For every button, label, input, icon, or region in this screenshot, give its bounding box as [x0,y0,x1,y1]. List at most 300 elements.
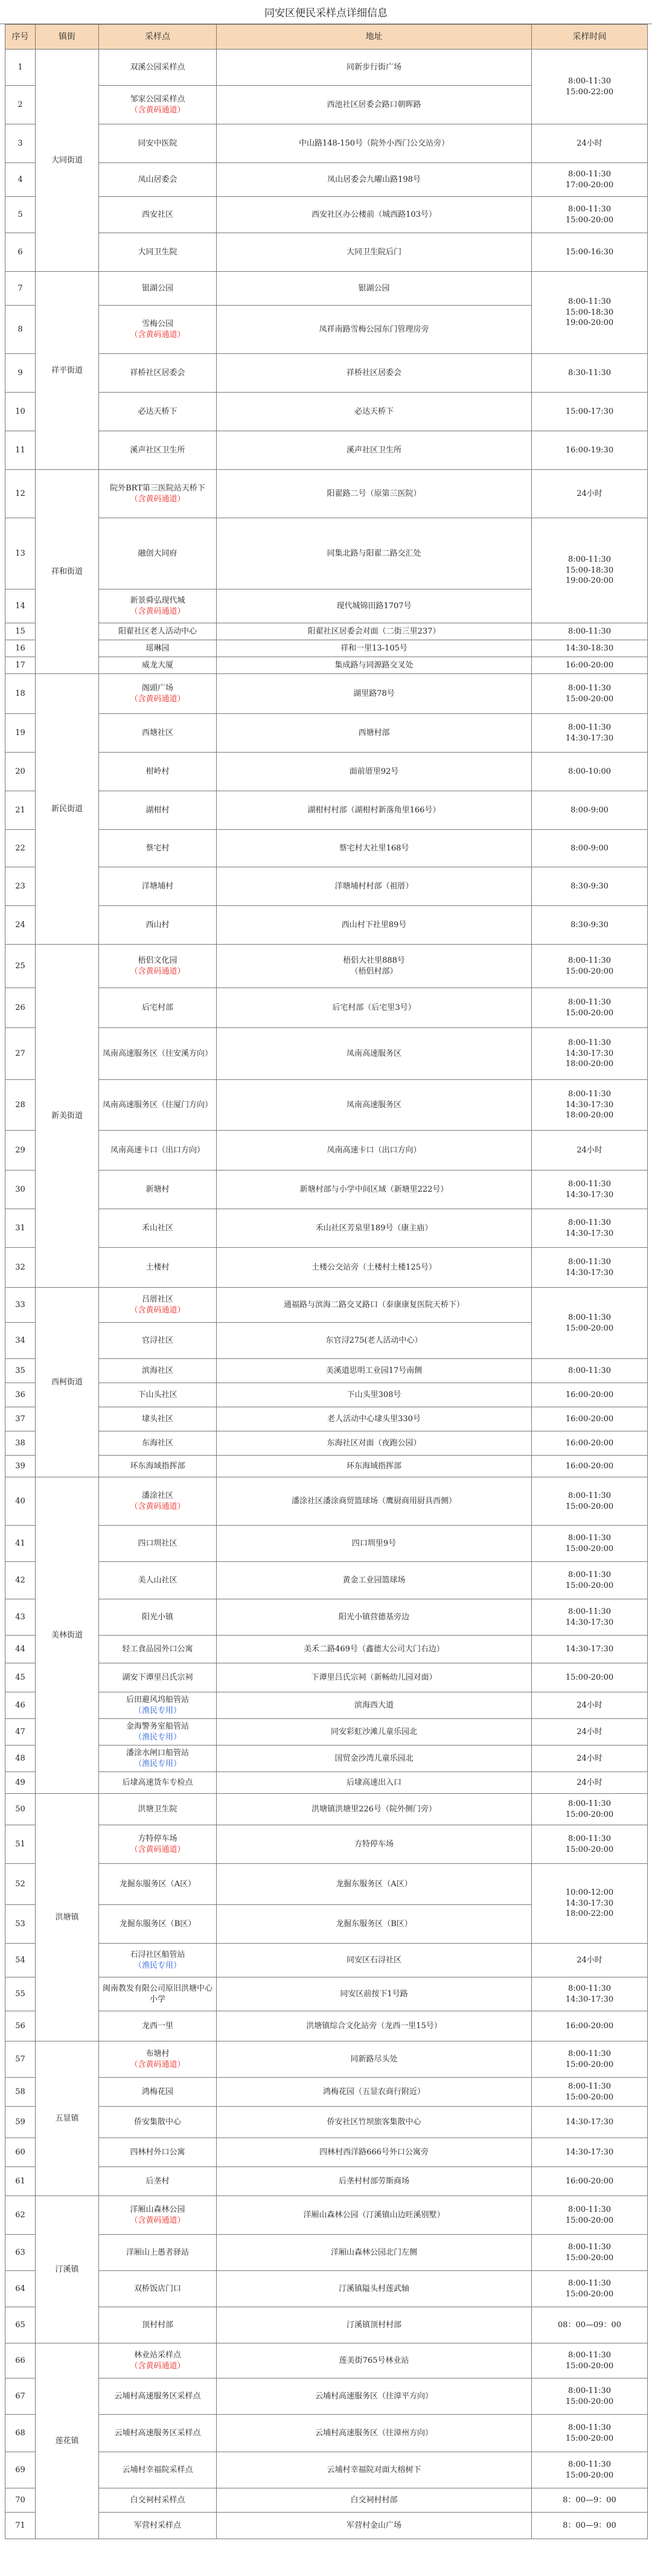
time-cell: 10:00-12:00 14:30-17:30 18:00-22:00 [532,1864,648,1944]
site-name: 白交祠村采样点 [130,2495,185,2505]
site-cell [99,1746,217,1772]
row-number: 1 [5,50,36,86]
site-cell [99,1248,217,1288]
row-number: 32 [5,1248,36,1288]
table-row [5,791,648,830]
address-cell: 集成路与同源路交叉处 [217,657,532,674]
address-cell: 下谭里吕氏宗祠（新畅幼儿园对面） [217,1663,532,1692]
time-cell: 8:00-11:30 15:00-20:00 [532,2196,648,2235]
table-row [5,830,648,867]
sampling-sites-table [5,24,648,2539]
site-name: 融创大同府 [138,548,177,558]
time-cell: 8:00-11:30 14:30-17:30 [532,1977,648,2011]
town-cell: 洪塘镇 [36,1794,99,2041]
row-number: 66 [5,2343,36,2378]
site-cell [99,272,217,306]
time-cell: 16:00-20:00 [532,657,648,674]
yellow-code-note: （含黄码通道） [130,2361,185,2371]
site-name: 蔡宅村 [145,843,170,853]
address-cell: 大同卫生院后门 [217,233,532,272]
row-number: 63 [5,2235,36,2271]
time-cell: 8:00-11:30 14:30-17:30 [532,1599,648,1636]
time-cell: 8:00-11:30 14:30-17:30 [532,1171,648,1209]
fisherman-only-note: （渔民专用） [133,1961,181,1970]
address-cell: 面前厝里92号 [217,753,532,791]
row-number: 31 [5,1209,36,1248]
table-row [5,1599,648,1636]
table-row [5,1209,648,1248]
table-row [5,2138,648,2167]
table-body [5,50,648,2539]
address-cell: 银湖公园 [217,272,532,306]
site-name: 后宅村部 [141,1003,173,1012]
site-name: 凤南高速服务区（往厦门方向） [102,1100,213,1110]
site-cell [99,2307,217,2343]
address-cell: 白交祠村村部 [217,2488,532,2513]
address-cell: 凤山居委会九曜山路198号 [217,163,532,197]
table-row [5,657,648,674]
time-cell: 8:00-11:30 14:30-17:30 [532,1248,648,1288]
site-name: 后埭高速货车专检点 [122,1778,193,1787]
site-cell [99,124,217,163]
site-cell [99,393,217,431]
row-number: 60 [5,2138,36,2167]
time-cell: 8:00-11:30 15:00-20:00 [532,2378,648,2415]
site-cell [99,906,217,945]
time-cell: 15:00-17:30 [532,393,648,431]
site-name: 院外BRT第三医院站天桥下 [110,483,205,493]
site-cell [99,2138,217,2167]
row-number: 70 [5,2488,36,2513]
row-number: 50 [5,1794,36,1825]
time-cell: 8:00-11:30 14:30-17:30 [532,714,648,753]
site-name: 云埔村幸福院采样点 [122,2465,193,2475]
table-row [5,1131,648,1171]
table-row [5,1944,648,1977]
site-cell [99,2041,217,2078]
table-row [5,1746,648,1772]
table-row [5,2011,648,2041]
site-cell [99,1477,217,1526]
site-cell [99,86,217,124]
yellow-code-note: （含黄码通道） [130,494,185,504]
address-cell: 洋厢山森林公园（汀溪镇山边旺溪别墅） [217,2196,532,2235]
address-cell: 同新步行街广场 [217,50,532,86]
address-cell: 美禾二路469号（鑫德大公司大门右边） [217,1636,532,1663]
site-name: 四林村外口公寓 [130,2147,185,2157]
row-number: 19 [5,714,36,753]
site-cell [99,431,217,470]
yellow-code-note: （含黄码通道） [130,2060,185,2069]
town-cell: 祥平街道 [36,272,99,470]
site-name: 四口圳社区 [138,1538,177,1548]
site-cell [99,2107,217,2138]
yellow-code-note: （含黄码通道） [130,1845,185,1854]
town-cell: 西柯街道 [36,1288,99,1477]
table-row [5,1080,648,1131]
table-row [5,2378,648,2415]
site-cell [99,1663,217,1692]
address-cell: 云埔村高速服务区（往漳平方向） [217,2378,532,2415]
time-cell: 14:30-18:30 [532,640,648,657]
row-number: 24 [5,906,36,945]
row-number: 71 [5,2513,36,2539]
address-cell: 四口圳里9号 [217,1526,532,1562]
yellow-code-note: （含黄码通道） [130,330,185,339]
table-row [5,2196,648,2235]
site-name: 湖安下谭里吕氏宗祠 [122,1672,193,1682]
site-cell [99,1359,217,1383]
address-cell: 云埔村幸福院对面大榕树下 [217,2452,532,2488]
time-cell: 14:30-17:30 [532,2107,648,2138]
site-name: 西安社区 [141,210,173,219]
table-row [5,470,648,518]
table-row [5,2415,648,2452]
table-row [5,867,648,906]
site-cell [99,1028,217,1080]
site-cell [99,945,217,988]
address-cell: 凤南高速服务区 [217,1028,532,1080]
address-cell: 侨安社区竹坝旅客集散中心 [217,2107,532,2138]
site-name: 埭头社区 [141,1414,173,1424]
site-cell [99,2513,217,2539]
site-name: 双桥饭店门口 [133,2284,181,2293]
time-cell: 8:00-11:30 15:00-20:00 [532,945,648,988]
table-header-row [5,25,648,50]
site-name: 林业站采样点 [133,2350,181,2360]
time-cell: 8:00-11:30 15:00-20:00 [532,1288,648,1359]
time-cell: 24小时 [532,1131,648,1171]
time-cell: 8：00—9：00 [532,2488,648,2513]
table-row [5,1772,648,1794]
time-cell: 24小时 [532,1719,648,1746]
row-number: 38 [5,1431,36,1456]
site-name: 柑岭村 [145,766,170,776]
site-cell [99,197,217,233]
site-name: 后垄村 [145,2176,170,2186]
site-cell [99,2488,217,2513]
row-number: 48 [5,1746,36,1772]
table-row [5,163,648,197]
table-row [5,2078,648,2107]
site-name: 下山头社区 [138,1390,177,1399]
row-number: 29 [5,1131,36,1171]
site-name: 云埔村高速服务区采样点 [114,2428,201,2438]
time-cell: 15:00-20:00 [532,1663,648,1692]
site-name: 大同卫生院 [138,247,177,257]
site-cell [99,623,217,640]
address-cell: 下山头里308号 [217,1383,532,1407]
site-name: 西塘社区 [141,728,173,737]
address-cell: 凤南高速服务区 [217,1080,532,1131]
row-number: 40 [5,1477,36,1526]
address-cell: 军营村金山广场 [217,2513,532,2539]
row-number: 30 [5,1171,36,1209]
row-number: 65 [5,2307,36,2343]
site-name: 洪塘卫生院 [138,1804,177,1814]
site-cell [99,2078,217,2107]
address-cell: 祥和一里13-105号 [217,640,532,657]
site-name: 闽南教发有限公司原旧洪塘中心小学 [102,1983,213,2004]
time-cell: 8:00-11:30 14:30-17:30 18:00-20:00 [532,1028,648,1080]
time-cell: 16:00-20:00 [532,1383,648,1407]
table-row [5,945,648,988]
time-cell: 8:30-9:30 [532,906,648,945]
site-name: 阁頭广场 [141,683,173,693]
site-cell [99,2452,217,2488]
row-number: 18 [5,674,36,714]
site-cell [99,1131,217,1171]
site-cell [99,1944,217,1977]
row-number: 25 [5,945,36,988]
time-cell: 24小时 [532,1944,648,1977]
header-number: 序号 [5,25,36,50]
address-cell: 禾山社区芳泉里189号（康主庙） [217,1209,532,1248]
time-cell: 16:00-20:00 [532,1431,648,1456]
table-row [5,1794,648,1825]
table-row [5,1383,648,1407]
table-row [5,2307,648,2343]
site-name: 军营村采样点 [133,2520,181,2530]
site-name: 潘涂社区 [141,1491,173,1500]
fisherman-only-note: （渔民专用） [133,1706,181,1715]
address-cell: 云埔村高速服务区（往漳州方向） [217,2415,532,2452]
time-cell: 8:00-10:00 [532,753,648,791]
row-number: 55 [5,1977,36,2011]
header-site: 采样点 [99,25,217,50]
site-cell [99,1209,217,1248]
address-cell: 湖柑村村部（湖柑村新落角里166号） [217,791,532,830]
address-cell: 滨海西大道 [217,1692,532,1719]
table-row [5,2513,648,2539]
site-name: 后田避风坞船管站 [126,1695,189,1704]
row-number: 46 [5,1692,36,1719]
time-cell: 8:00-11:30 15:00-18:30 19:00-20:00 [532,518,648,623]
table-row [5,674,648,714]
address-cell: 西池社区居委会路口朝晖路 [217,86,532,124]
site-name: 滨海社区 [141,1366,173,1375]
address-cell: 阳光小镇营德基旁边 [217,1599,532,1636]
site-cell [99,518,217,589]
table-row [5,393,648,431]
site-name: 石浔社区船管站 [130,1950,185,1959]
site-name: 新塘村 [145,1184,170,1194]
site-cell [99,791,217,830]
site-name: 吕厝社区 [141,1294,173,1304]
table-row [5,2041,648,2078]
address-cell: 阳翟社区居委会对面（二街三里237） [217,623,532,640]
site-cell [99,657,217,674]
time-cell: 8:00-11:30 15:00-20:00 [532,988,648,1028]
row-number: 51 [5,1825,36,1864]
time-cell: 16:00-20:00 [532,1407,648,1431]
table-row [5,233,648,272]
site-name: 龙掘东服务区（B区） [119,1919,196,1929]
row-number: 15 [5,623,36,640]
address-cell: 蔡宅村大社里168号 [217,830,532,867]
address-cell: 鸿梅花园（五显农商行附近） [217,2078,532,2107]
address-cell: 凤南高速卡口（出口方向） [217,1131,532,1171]
row-number: 28 [5,1080,36,1131]
row-number: 37 [5,1407,36,1431]
site-name: 溪声社区卫生所 [130,445,185,455]
site-name: 顶村村部 [141,2320,173,2330]
address-cell: 凤祥南路雪梅公园东门管理房旁 [217,306,532,354]
site-name: 龙西一里 [141,2021,173,2031]
site-name: 凤南高速服务区（往安溪方向） [102,1049,213,1058]
time-cell: 8:00-11:30 14:30-17:30 18:00-20:00 [532,1080,648,1131]
site-cell [99,1288,217,1323]
site-cell [99,1599,217,1636]
time-cell: 24小时 [532,1772,648,1794]
site-cell [99,50,217,86]
address-cell: 后埭高速出入口 [217,1772,532,1794]
row-number: 61 [5,2167,36,2196]
time-cell: 8:00-11:30 17:00-20:00 [532,163,648,197]
header-address: 地址 [217,25,532,50]
time-cell: 08：00—09：00 [532,2307,648,2343]
row-number: 52 [5,1864,36,1905]
site-cell [99,714,217,753]
site-cell [99,2271,217,2307]
yellow-code-note: （含黄码通道） [130,1305,185,1315]
address-cell: 东官浔275(老人活动中心） [217,1323,532,1359]
site-name: 方特停车场 [138,1834,177,1843]
time-cell: 8:00-11:30 15:00-20:00 [532,2041,648,2078]
row-number: 22 [5,830,36,867]
site-name: 禾山社区 [141,1223,173,1233]
address-cell: 国贸金沙湾儿童乐园北 [217,1746,532,1772]
address-cell: 西安社区办公楼前（城西路103号） [217,197,532,233]
site-cell [99,1407,217,1431]
table-row [5,2271,648,2307]
table-row [5,124,648,163]
time-cell: 16:00-19:30 [532,431,648,470]
address-cell: 美溪道思明工业园17号南侧 [217,1359,532,1383]
time-cell: 16:00-20:00 [532,2011,648,2041]
address-cell: 同安区石浔社区 [217,1944,532,1977]
site-name: 雪梅公园 [141,319,173,329]
address-cell: 洋塘埔村村部（祖厝） [217,867,532,906]
site-name: 金海警务室船管站 [126,1721,189,1731]
table-row [5,2488,648,2513]
site-name: 必达天桥下 [138,406,177,416]
site-cell [99,163,217,197]
address-cell: 龙掘东服务区（A区） [217,1864,532,1905]
site-name: 云埔村高速服务区采样点 [114,2391,201,2401]
site-cell [99,1456,217,1477]
table-row [5,1407,648,1431]
row-number: 27 [5,1028,36,1080]
site-cell [99,1323,217,1359]
time-cell: 8:00-11:30 15:00-20:00 [532,2452,648,2488]
site-cell [99,988,217,1028]
table-row [5,1028,648,1080]
address-cell: 黄金工业园篮球场 [217,1562,532,1599]
address-cell: 洋厢山森林公园北门左侧 [217,2235,532,2271]
row-number: 13 [5,518,36,589]
header-time: 采样时间 [532,25,648,50]
site-cell [99,1864,217,1905]
address-cell: 洪塘镇洪塘里226号（院外侧门旁） [217,1794,532,1825]
site-cell [99,674,217,714]
address-cell: 同安彩虹沙滩儿童乐园北 [217,1719,532,1746]
header-town: 镇街 [36,25,99,50]
row-number: 10 [5,393,36,431]
table-row [5,2107,648,2138]
site-name: 双溪公园采样点 [130,62,185,72]
row-number: 62 [5,2196,36,2235]
time-cell: 8:00-11:30 15:00-20:00 [532,1477,648,1526]
time-cell: 8:00-11:30 15:00-20:00 [532,2415,648,2452]
site-name: 凤南高速卡口（出口方向） [110,1145,205,1155]
site-name: 轻工食品园外口公寓 [122,1644,193,1654]
site-name: 土楼村 [145,1262,170,1272]
row-number: 41 [5,1526,36,1562]
site-cell [99,830,217,867]
site-cell [99,1692,217,1719]
address-cell: 同安区前按下1号路 [217,1977,532,2011]
site-cell [99,2343,217,2378]
table-row [5,714,648,753]
site-cell [99,640,217,657]
site-cell [99,2196,217,2235]
table-row [5,1526,648,1562]
time-cell: 8:00-9:00 [532,830,648,867]
site-name: 龙掘东服务区（A区） [119,1879,196,1889]
table-row [5,640,648,657]
page-title: 同安区便民采样点详细信息 [0,0,652,24]
time-cell: 16:00-20:00 [532,2167,648,2196]
row-number: 69 [5,2452,36,2488]
site-cell [99,1562,217,1599]
site-cell [99,1171,217,1209]
site-cell [99,470,217,518]
table-row [5,1636,648,1663]
address-cell: 西塘村部 [217,714,532,753]
site-name: 美人山社区 [138,1575,177,1585]
yellow-code-note: （含黄码通道） [130,105,185,115]
town-cell: 新民街道 [36,674,99,945]
site-cell [99,1383,217,1407]
address-cell: 阳翟路二号（原第三医院） [217,470,532,518]
yellow-code-note: （含黄码通道） [130,1502,185,1511]
table-row [5,753,648,791]
address-cell: 必达天桥下 [217,393,532,431]
time-cell: 15:00-16:30 [532,233,648,272]
time-cell: 8:00-11:30 15:00-20:00 [532,197,648,233]
fisherman-only-note: （渔民专用） [133,1732,181,1742]
time-cell: 8:00-11:30 15:00-18:30 19:00-20:00 [532,272,648,354]
town-cell: 五显镇 [36,2041,99,2196]
yellow-code-note: （含黄码通道） [130,694,185,704]
row-number: 68 [5,2415,36,2452]
table-row [5,2167,648,2196]
fisherman-only-note: （渔民专用） [133,1759,181,1768]
town-cell: 大同街道 [36,50,99,272]
table-row [5,1692,648,1719]
address-cell: 同集北路与阳翟二路交汇处 [217,518,532,589]
address-cell: 现代城锦田路1707号 [217,589,532,623]
table-row [5,431,648,470]
time-cell: 14:30-17:30 [532,2138,648,2167]
row-number: 35 [5,1359,36,1383]
address-cell: 溪声社区卫生所 [217,431,532,470]
site-name: 银湖公园 [141,283,173,293]
row-number: 53 [5,1905,36,1944]
table-row [5,1663,648,1692]
town-cell: 美林街道 [36,1477,99,1794]
